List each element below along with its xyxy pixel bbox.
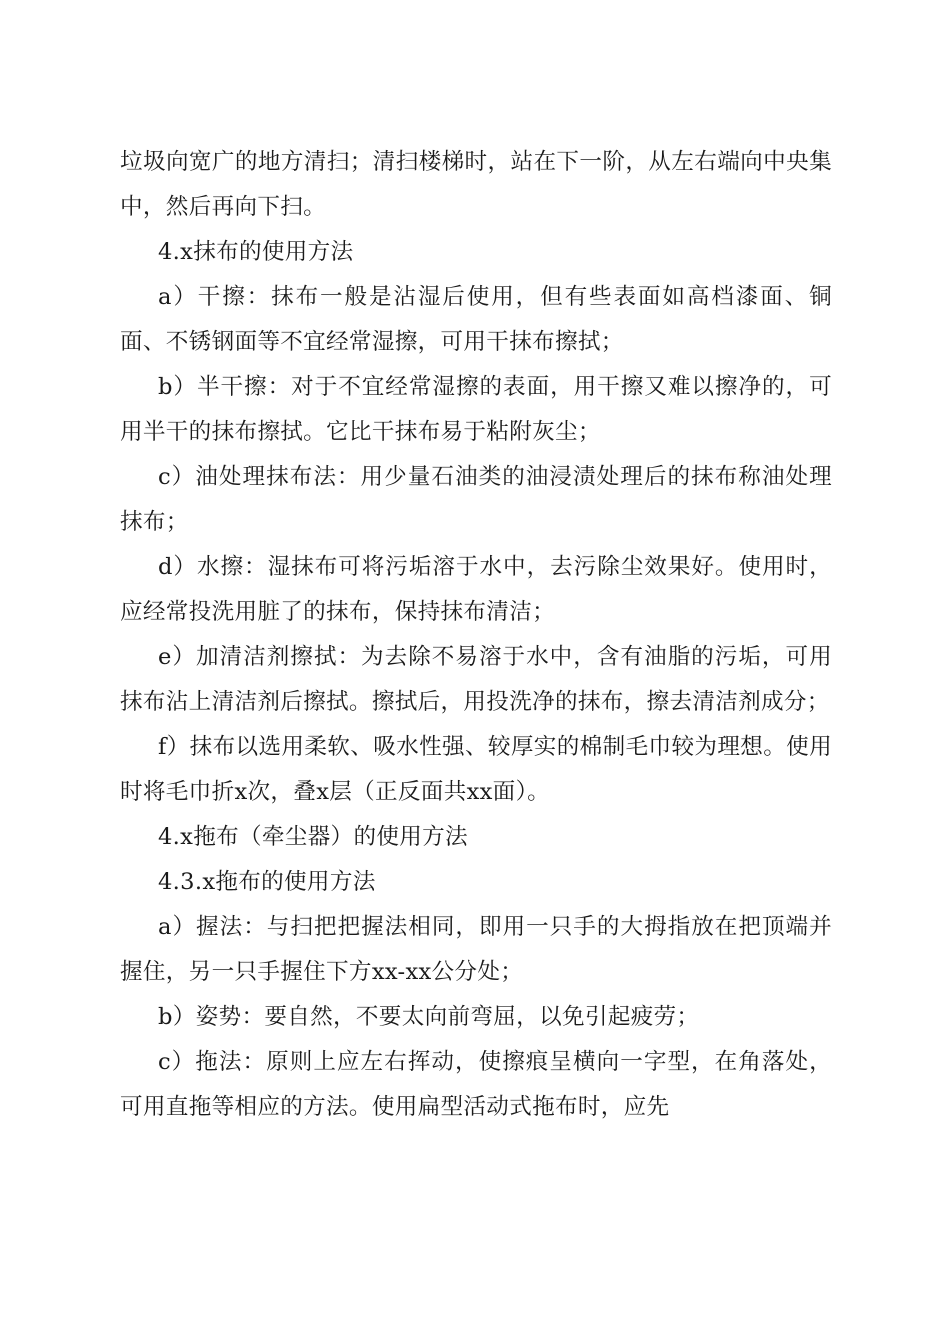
subheading-mop-method: 4.3.x拖布的使用方法: [158, 869, 376, 895]
item-cloth-selection: f）抹布以选用柔软、吸水性强、较厚实的棉制毛巾较为理想。使用时将毛巾折x次，叠x层（正反面共xx面）。: [120, 734, 832, 805]
item-detergent-wipe: e）加清洁剂擦拭：为去除不易溶于水中，含有油脂的污垢，可用抹布沾上清洁剂后擦拭。擦拭后，用投洗净的抹布，擦去清洁剂成分；: [120, 644, 832, 715]
item-mop-technique: c）拖法：原则上应左右挥动，使擦痕呈横向一字型，在角落处，可用直拖等相应的方法。使用扁型活动式拖布时，应先: [120, 1049, 832, 1120]
heading-mop-usage: 4.x拖布（牵尘器）的使用方法: [158, 824, 468, 850]
item-half-dry-wipe: b）半干擦：对于不宜经常湿擦的表面，用干擦又难以擦净的，可用半干的抹布擦拭。它比干抹布易于粘附灰尘；: [120, 374, 832, 445]
document-body: [120, 140, 832, 1130]
item-posture: b）姿势：要自然，不要太向前弯屈，以免引起疲劳；: [158, 1004, 700, 1030]
item-oil-treated-cloth: c）油处理抹布法：用少量石油类的油浸渍处理后的抹布称油处理抹布；: [120, 464, 832, 535]
item-grip: a）握法：与扫把把握法相同，即用一只手的大拇指放在把顶端并握住，另一只手握住下方xx-xx公分处；: [120, 914, 832, 985]
item-wet-wipe: d）水擦：湿抹布可将污垢溶于水中，去污除尘效果好。使用时，应经常投洗用脏了的抹布，保持抹布清洁；: [120, 554, 832, 625]
item-dry-wipe: a）干擦：抹布一般是沾湿后使用，但有些表面如高档漆面、铜面、不锈钢面等不宜经常湿擦，可用干抹布擦拭；: [120, 284, 832, 355]
heading-cloth-usage: 4.x抹布的使用方法: [158, 239, 354, 265]
paragraph-continuation: 垃圾向宽广的地方清扫；清扫楼梯时，站在下一阶，从左右端向中央集中，然后再向下扫。: [120, 149, 832, 220]
